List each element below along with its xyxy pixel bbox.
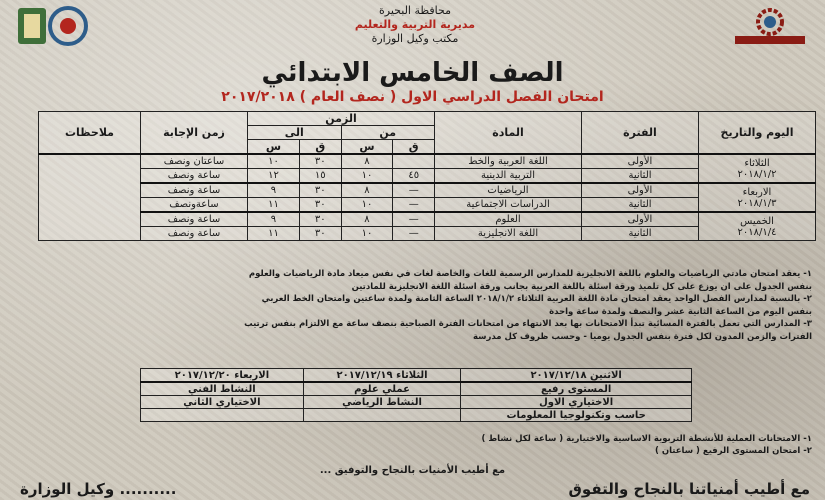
office-name: مكتب وكيل الوزارة [371, 32, 459, 45]
directorate-name: مديرية التربية والتعليم [354, 18, 476, 31]
table-row [39, 154, 816, 169]
footer-signature: .......... وكيل الوزارة [20, 480, 177, 498]
duration-cell: ساعة ونصف [141, 227, 248, 241]
undersecretary-title: وكيل الوزارة [20, 480, 115, 498]
activity-date: الاربعاء ٢٠١٧/١٢/٢٠ [141, 369, 304, 383]
to-hour-cell: ٩ [248, 212, 300, 227]
page-title: الصف الخامس الابتدائي [261, 58, 564, 88]
directorate-header [305, 4, 525, 46]
ministry-logo-icon [10, 6, 90, 48]
from-min-cell: — [393, 212, 435, 227]
exam-subtitle: امتحان الفصل الدراسي الاول ( نصف العام ) ٢٠١٧/٢٠١٨ [221, 89, 604, 105]
exam-date: ٢٠١٨/١/٣ [737, 197, 777, 209]
period-cell: الثانية [582, 169, 699, 184]
notes-cell [39, 154, 141, 241]
note-line: بنفس الجدول على ان يوزع على كل تلميذ ورقة اسئلة باللغة العربية بجانب ورقة اسئلة اللغة الانجليزية للمادتين [351, 281, 812, 292]
table-row [39, 212, 816, 227]
duration-cell: ساعتان ونصف [141, 154, 248, 169]
to-min-cell: ٣٠ [299, 183, 341, 198]
duration-cell: ساعة ونصف [141, 212, 248, 227]
activities-schedule-table [140, 368, 692, 422]
activity-cell [303, 409, 461, 422]
note-line: بنفس اليوم من الساعة الثانية عشر والنصف ولمدة ساعة واحدة [549, 306, 812, 317]
header-day-date: اليوم والتاريخ [699, 112, 816, 155]
activity-cell [141, 409, 304, 422]
header-to-min: ق [299, 140, 341, 155]
closing-wishes: مع أطيب الأمنيات بالنجاح والتوفيق ... [319, 465, 506, 476]
day-date-cell [699, 212, 816, 241]
note-line: ٢- امتحان المستوى الرفيع ( ساعتان ) [654, 446, 812, 456]
header-from-min: ق [393, 140, 435, 155]
activity-date: الثلاثاء ٢٠١٧/١٢/١٩ [303, 369, 461, 383]
to-hour-cell: ١١ [248, 227, 300, 241]
subject-cell: اللغة الانجليزية [435, 227, 582, 241]
header-to-hour: س [248, 140, 300, 155]
table-row [141, 369, 692, 383]
activity-cell: المستوى رفيع [461, 382, 692, 396]
header-from: من [341, 126, 434, 140]
table-row [141, 382, 692, 396]
gear-emblem-icon [725, 6, 815, 48]
exam-schedule-table [38, 111, 816, 241]
note-line: ١- يعقد امتحان مادتي الرياضيات والعلوم باللغة الانجليزية للمدارس الرسمية للغات والخاصة لغات في نفس ميعاد مادة الرياضيات والعلوم [248, 269, 812, 279]
note-line: ٢- بالنسبة لمدارس الفصل الواحد يعقد امتحان مادة اللغة العربية الثلاثاء ٢٠١٨/١/٢ الساعة الثامنة ولمدة ساعتين وامتحان الخط العربي [261, 294, 812, 304]
governorate-name: محافظة البحيرة [379, 4, 451, 17]
day-date-cell [699, 183, 816, 212]
table-row [141, 396, 692, 409]
day-name: الثلاثاء [744, 157, 770, 169]
day-date-cell [699, 154, 816, 183]
from-hour-cell: ١٠ [341, 227, 393, 241]
footer [20, 480, 810, 498]
day-name: الاربعاء [742, 186, 772, 198]
to-hour-cell: ٩ [248, 183, 300, 198]
note-line: الفترات والزمن المدون لكل فترة بنفس الجدول يوميا - وحسب ظروف كل مدرسة [472, 331, 812, 342]
header-duration: زمن الإجابة [141, 112, 248, 155]
to-min-cell: ١٥ [299, 169, 341, 184]
activity-cell: النشاط الرياضي [303, 396, 461, 409]
subject-cell: الدراسات الاجتماعية [435, 198, 582, 213]
exam-date: ٢٠١٨/١/٢ [737, 168, 777, 180]
table-row [141, 409, 692, 422]
from-hour-cell: ٨ [341, 183, 393, 198]
from-hour-cell: ٨ [341, 212, 393, 227]
activity-cell: عملي علوم [303, 382, 461, 396]
from-min-cell: — [393, 198, 435, 213]
to-min-cell: ٣٠ [299, 227, 341, 241]
from-min-cell: ٤٥ [393, 169, 435, 184]
subject-cell: العلوم [435, 212, 582, 227]
day-name: الخميس [740, 215, 774, 227]
subject-cell: اللغة العربية والخط [435, 154, 582, 169]
duration-cell: ساعة ونصف [141, 169, 248, 184]
header-period: الفترة [582, 112, 699, 155]
activity-date: الاثنين ٢٠١٧/١٢/١٨ [461, 369, 692, 383]
to-hour-cell: ١٠ [248, 154, 300, 169]
period-cell: الثانية [582, 227, 699, 241]
header-time: الزمن [248, 112, 435, 126]
header-from-hour: س [341, 140, 393, 155]
period-cell: الثانية [582, 198, 699, 213]
from-hour-cell: ٨ [341, 154, 393, 169]
to-min-cell: ٣٠ [299, 198, 341, 213]
to-hour-cell: ١١ [248, 198, 300, 213]
activity-cell: حاسب وتكنولوجيا المعلومات [461, 409, 692, 422]
table-row [39, 183, 816, 198]
header-to: الى [248, 126, 342, 140]
duration-cell: ساعةونصف [141, 198, 248, 213]
exam-notes [22, 268, 812, 343]
activity-cell: الاختياري الثاني [141, 396, 304, 409]
activity-cell: الاختياري الاول [461, 396, 692, 409]
duration-cell: ساعة ونصف [141, 183, 248, 198]
footer-wishes: مع أطيب أمنياتنا بالنجاح والتفوق [568, 480, 810, 498]
exam-date: ٢٠١٨/١/٤ [737, 226, 777, 238]
period-cell: الأولى [582, 212, 699, 227]
header-subject: المادة [435, 112, 582, 155]
from-hour-cell: ١٠ [341, 169, 393, 184]
note-line: ١- الامتحانات العملية للأنشطة التربوية الاساسية والاختيارية ( ساعة لكل نشاط ) [481, 434, 812, 444]
period-cell: الأولى [582, 183, 699, 198]
from-hour-cell: ١٠ [341, 198, 393, 213]
activity-cell: النشاط الفني [141, 382, 304, 396]
subject-cell: الرياضيات [435, 183, 582, 198]
to-min-cell: ٣٠ [299, 212, 341, 227]
subject-cell: التربية الدينية [435, 169, 582, 184]
to-hour-cell: ١٢ [248, 169, 300, 184]
period-cell: الأولى [582, 154, 699, 169]
from-min-cell: — [393, 227, 435, 241]
note-line: ٣- المدارس التي تعمل بالفترة المسائية تبدأ الامتحانات بها بعد الانتهاء من امتحانات الفترة الصباحية بنصف ساعة مع الالتزام بنفس ترتيب [244, 319, 812, 329]
header-notes: ملاحظات [39, 112, 141, 155]
to-min-cell: ٣٠ [299, 154, 341, 169]
from-min-cell [393, 154, 435, 169]
activity-notes [22, 433, 812, 457]
from-min-cell: — [393, 183, 435, 198]
